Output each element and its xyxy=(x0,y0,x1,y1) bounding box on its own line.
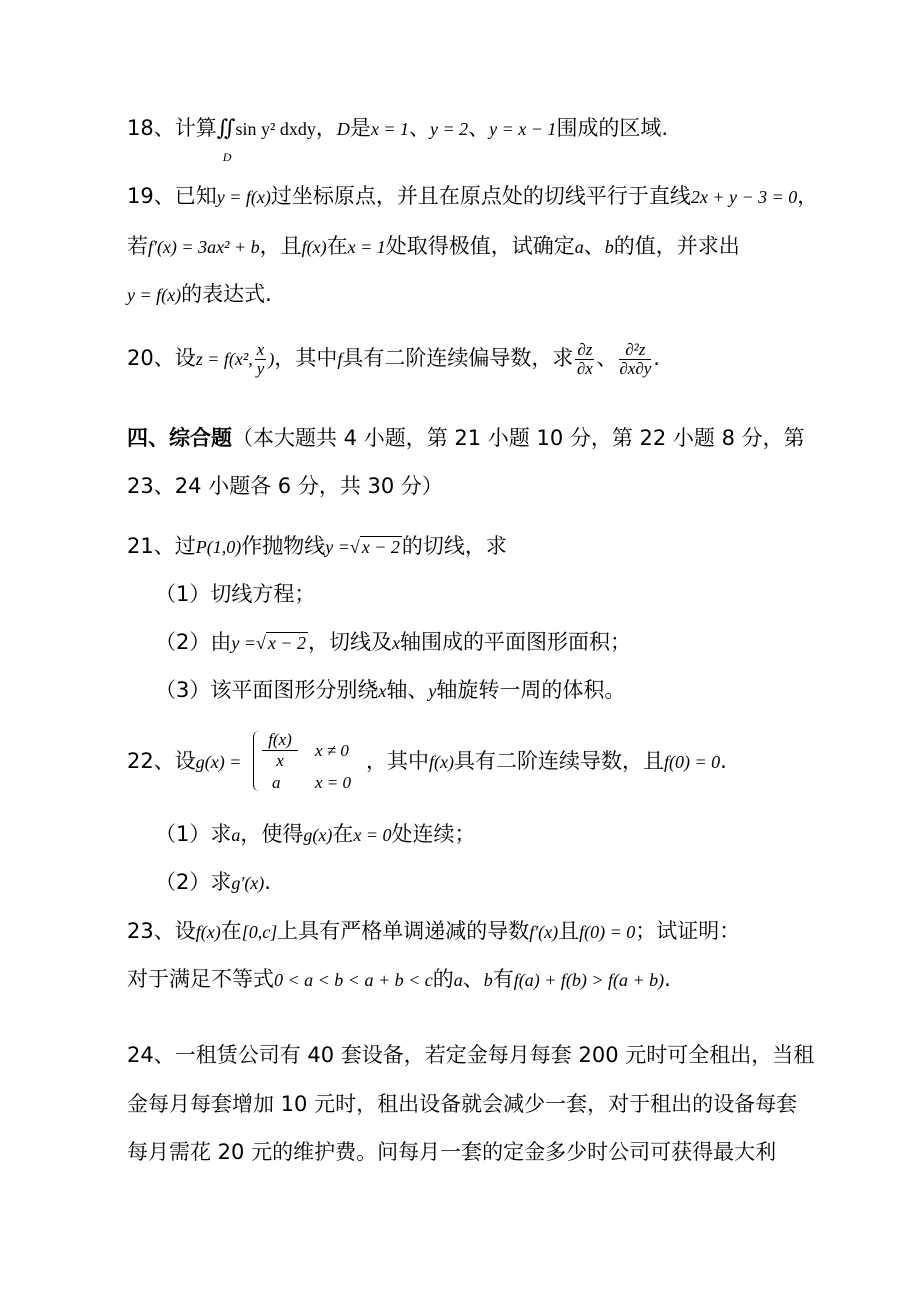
case2-condition: x = 0 xyxy=(315,773,352,792)
q22-rest: ，其中f(x)具有二阶连续导数，且f(0) = 0. xyxy=(366,749,727,773)
q21-sub-2: （2）由y =√ x − 2，切线及x轴围成的平面图形面积； xyxy=(155,630,632,654)
partial-z-xy: $\frac{\text{∂²z}}{\partial x\partial y}$ xyxy=(619,339,652,378)
q21-sub-1: （1）切线方程； xyxy=(155,582,316,606)
fraction-x-over-y: $\frac{x}{y}$ xyxy=(256,339,265,378)
q18-line: 18、计算∬ D sin y² dxdy，D是x = 1、y = 2、y = x − 1围成的区域. xyxy=(127,116,669,164)
q24-line-2: 金每月每套增加 10 元时，租出设备就会减少一套，对于租出的设备每套 xyxy=(127,1092,798,1116)
q19-line-1: 19、已知y = f(x)过坐标原点，并且在原点处的切线平行于直线2x + y − 3 = 0， xyxy=(127,184,819,208)
case1-condition: x ≠ 0 xyxy=(315,741,349,760)
q19-line-2: 若f′(x) = 3ax² + b，且f(x)在x = 1处取得极值，试确定a、b的值，并求出 xyxy=(127,234,740,258)
q22-label: 22、设g(x) = xyxy=(127,749,242,773)
q22-sub-2: （2）求g′(x). xyxy=(155,870,271,894)
case1-fraction: f(x) x xyxy=(262,730,298,771)
q21-line: 21、过P(1,0)作抛物线y =√ x − 2的切线，求 xyxy=(127,534,507,558)
q24-line-1: 24、一租赁公司有 40 套设备，若定金每月每套 200 元时可全租出，当租 xyxy=(127,1043,815,1067)
q23-line-1: 23、设f(x)在[0,c]上具有严格单调递减的导数f′(x)且f(0) = 0；试证明： xyxy=(127,919,741,943)
q19-line-3: y = f(x)的表达式. xyxy=(127,282,272,306)
piecewise-brace xyxy=(253,731,260,791)
q20-line: 20、设z = f(x², $\frac{x}{y}$ )，其中f具有二阶连续偏导数，求 $\frac{\partial z}{\partial x}$ 、 $\frac{\text{∂²z}}{\partial x\partial y}$ . xyxy=(127,339,660,378)
q22-sub-1: （1）求a，使得g(x)在x = 0处连续； xyxy=(155,822,476,846)
q23-line-2: 对于满足不等式0 < a < b < a + b < c的a、b有f(a) + f(b) > f(a + b). xyxy=(127,967,671,991)
partial-z-x: $\frac{\partial z}{\partial x}$ xyxy=(576,339,593,378)
section-4-heading: 四、综合题（本大题共 4 小题，第 21 小题 10 分，第 22 小题 8 分，第 xyxy=(127,426,805,450)
section-4-note: 23、24 小题各 6 分，共 30 分） xyxy=(127,474,443,498)
double-integral-symbol: ∬ D xyxy=(216,116,236,164)
q21-sub-3: （3）该平面图形分别绕x轴、y轴旋转一周的体积。 xyxy=(155,678,626,702)
q24-line-3: 每月需花 20 元的维护费。问每月一套的定金多少时公司可获得最大利 xyxy=(127,1140,777,1164)
case2-value: a xyxy=(272,773,281,792)
